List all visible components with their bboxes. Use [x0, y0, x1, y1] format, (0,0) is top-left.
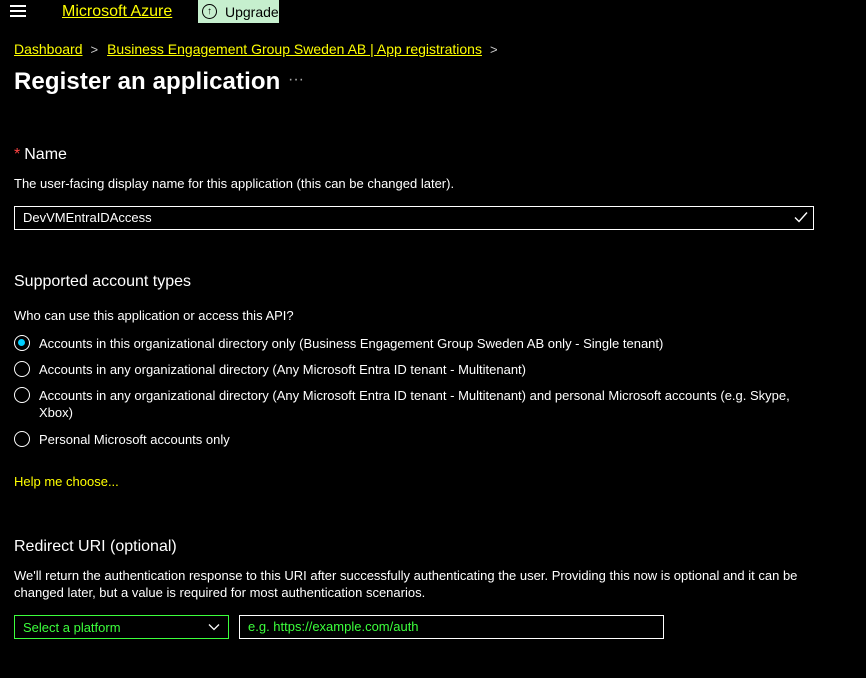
checkmark-icon [794, 210, 808, 224]
account-option-multitenant-personal[interactable] [14, 387, 799, 421]
upgrade-label: Upgrade [225, 3, 279, 20]
name-description: The user-facing display name for this application (this can be changed later). [14, 176, 455, 191]
redirect-uri-description: We'll return the authentication response to this URI after successfully authenticating the user. Providing this now is optional and it can be changed later, but a value is required for most authentication scenarios. [14, 568, 798, 600]
radio-label: Accounts in any organizational directory (Any Microsoft Entra ID tenant - Multitenant) [39, 362, 526, 377]
top-bar [0, 0, 866, 24]
more-options-icon[interactable]: ··· [288, 71, 304, 88]
radio-button[interactable] [14, 335, 30, 351]
account-option-single-tenant[interactable] [14, 335, 799, 352]
name-field[interactable]: DevVMEntraIDAccess [14, 206, 814, 230]
breadcrumb-app-registrations[interactable]: Business Engagement Group Sweden AB | App registrations [107, 41, 482, 57]
brand-link[interactable]: Microsoft Azure [62, 3, 173, 20]
arrow-up-circle-icon: ↑ [202, 4, 217, 19]
redirect-uri-input[interactable]: e.g. https://example.com/auth [239, 615, 664, 639]
redirect-uri-title: Redirect URI (optional) [14, 538, 177, 555]
radio-button[interactable] [14, 431, 30, 447]
radio-label: Accounts in this organizational directory only (Business Engagement Group Sweden AB only - Single tenant) [39, 336, 664, 351]
platform-select[interactable] [14, 615, 229, 639]
name-section-title [14, 146, 67, 164]
account-types-question: Who can use this application or access this API? [14, 308, 294, 323]
name-title-text: Name [24, 146, 67, 163]
platform-select-placeholder: Select a platform [23, 619, 121, 635]
chevron-right-icon: > [489, 41, 498, 57]
radio-button[interactable] [14, 387, 30, 403]
chevron-down-icon [208, 622, 220, 632]
required-marker: * [14, 146, 21, 163]
breadcrumb-dashboard[interactable]: Dashboard [14, 41, 83, 57]
account-types-title: Supported account types [14, 273, 192, 290]
upgrade-button[interactable] [198, 0, 279, 23]
menu-icon[interactable] [10, 5, 26, 17]
page-title: Register an application [14, 68, 281, 95]
breadcrumb [14, 41, 507, 57]
chevron-right-icon: > [90, 41, 99, 57]
radio-label: Accounts in any organizational directory (Any Microsoft Entra ID tenant - Multitenant) and personal Microsoft accounts (e.g. Skype, Xbox) [39, 388, 790, 420]
help-me-choose-link[interactable]: Help me choose... [14, 474, 119, 489]
radio-label: Personal Microsoft accounts only [39, 432, 230, 447]
account-option-personal-only[interactable] [14, 431, 799, 448]
account-option-multitenant[interactable] [14, 361, 799, 378]
radio-button[interactable] [14, 361, 30, 377]
